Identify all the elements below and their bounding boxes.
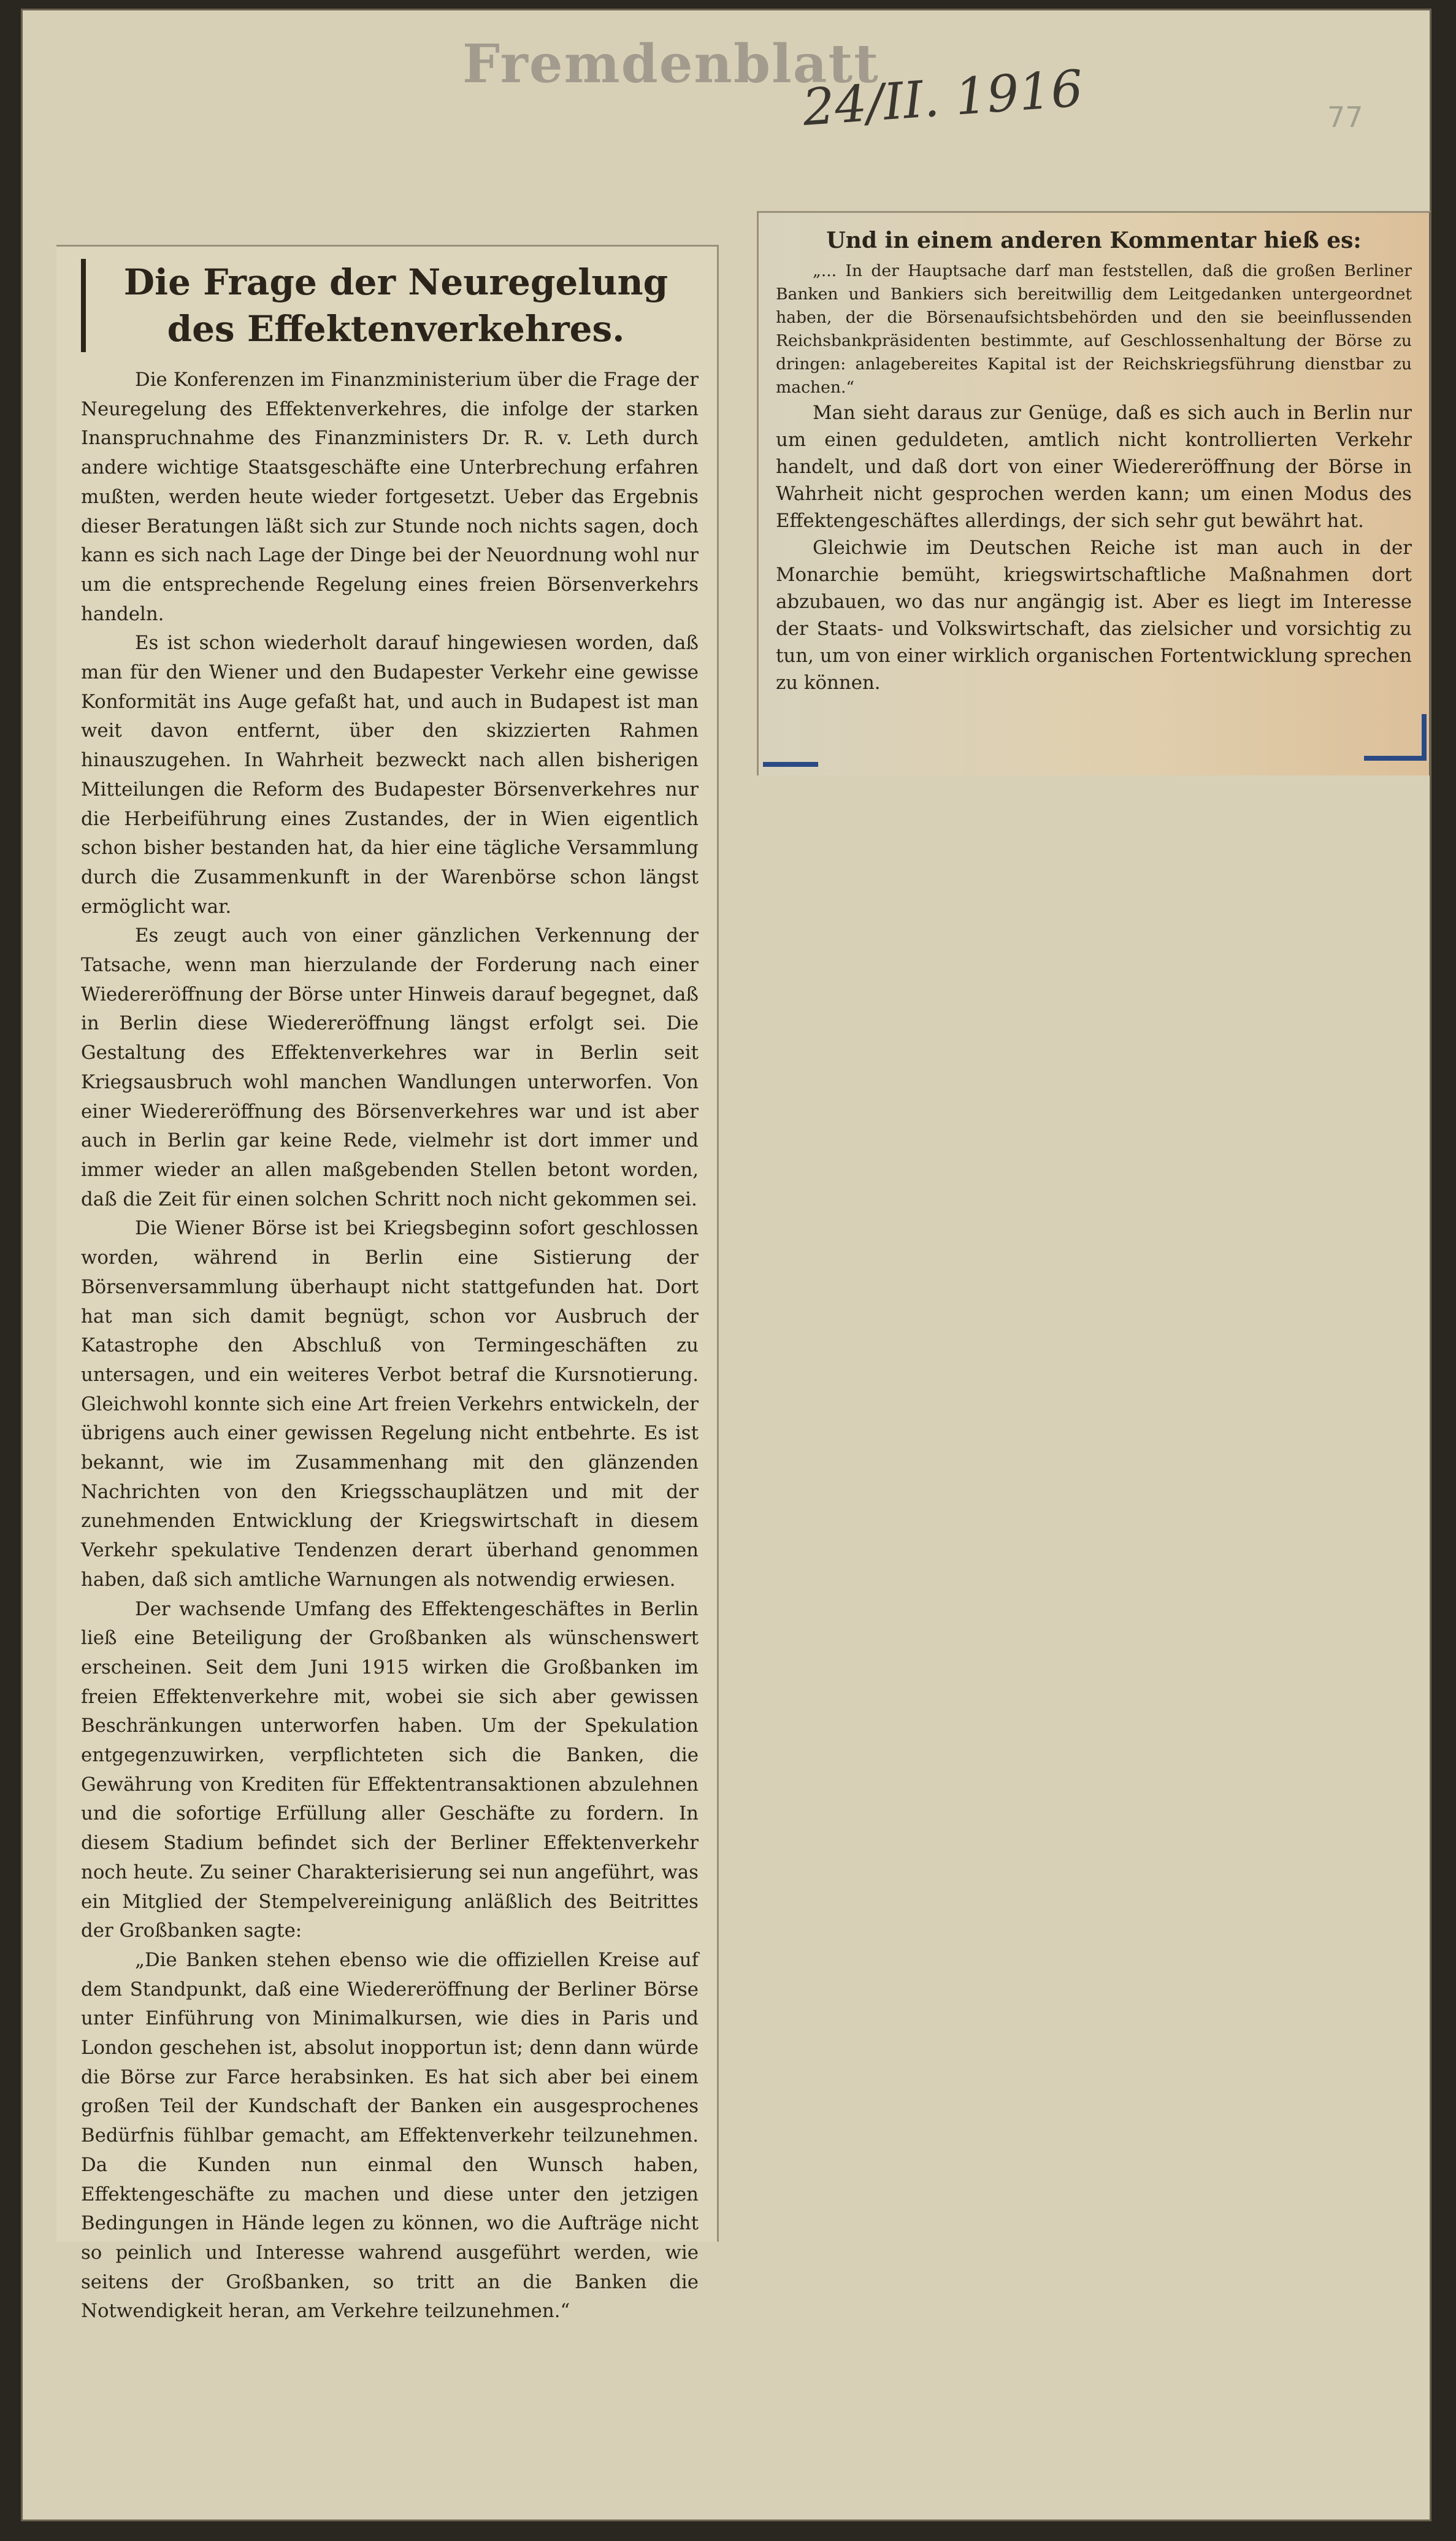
left-clipping — [56, 245, 719, 2323]
article-paragraph: Gleichwie im Deutschen Reiche ist man auch in der Monarchie bemüht, kriegswirtschaftliche Maßnahmen dort abzubauen, wo das nur angängig ist. Aber es liegt im Interesse der Staats- und Volkswirtschaft, das zielsicher und vorsichtig zu tun, um von einer wirklich organischen Fortentwicklung sprechen zu können. — [776, 537, 1412, 694]
commentary-quote: „... In der Hauptsache darf man feststellen, daß die großen Berliner Banken und Bankiers sich bereitwillig dem Leitgedanken untergeordnet haben, der die Börsenaufsichtsbehörden und den sie beeinflussenden Reichsbankpräsidenten bestimmte, auf Geschlossenhaltung der Börse zu dringen: anlagebereites Kapital ist der Reichskriegsführung dienstbar zu machen.“ — [776, 261, 1412, 397]
page-number: 77 — [1327, 101, 1363, 134]
newspaper-name-stamp: Fremdenblatt — [462, 33, 879, 95]
article-quote: „Die Banken stehen ebenso wie die offiziellen Kreise auf dem Standpunkt, daß eine Wiedereröffnung der Berliner Börse unter Einführung von Minimalkursen, wie dies in Paris und London geschehen ist, absolut inopportun ist; denn dann würde die Börse zur Farce herabsinken. Es hat sich aber bei einem großen Teil der Kundschaft der Banken ein ausgesprochenes Bedürfnis fühlbar gemacht, am Effektenverkehr teilzunehmen. Da die Kunden nun einmal den Wunsch haben, Effektengeschäfte zu machen und diese unter den jetzigen Bedingungen in Hände legen zu können, wo die Aufträge nicht so peinlich und Interesse wahrend ausgeführt werden, wie seitens der Großbanken, so tritt an die Banken die Notwendigkeit heran, am Verkehre teilzunehmen.“ — [81, 1948, 699, 2323]
article-paragraph: Der wachsende Umfang des Effektengeschäftes in Berlin ließ eine Beteiligung der Großbanken als wünschenswert erscheinen. Seit dem Juni 1915 wirken die Großbanken im freien Effektenverkehre mit, wobei sie sich aber gewissen Beschränkungen unterworfen haben. Um der Spekulation entgegenzuwirken, verpflichteten sich die Banken, die Gewährung von Krediten für Effektentransaktionen abzulehnen und die sofortige Erfüllung aller Geschäfte zu fordern. In diesem Stadium befindet sich der Berliner Effektenverkehr noch heute. Zu seiner Charakterisierung sei nun angeführt, was ein Mitglied der Stempelvereinigung anläßlich des Beitrittes der Großbanken sagte: — [81, 1597, 699, 1942]
article-paragraph: Die Konferenzen im Finanzministerium über die Frage der Neuregelung des Effektenverkehres, die infolge der starken Inanspruchnahme des Finanzministers Dr. R. v. Leth durch andere wichtige Staatsgeschäfte eine Unterbrechung erfahren mußten, werden heute wieder fortgesetzt. Ueber das Ergebnis dieser Beratungen läßt sich zur Stunde noch nichts sagen, doch kann es sich nach Lage der Dinge bei der Neuordnung wohl nur um die entsprechende Regelung eines freien Börsenverkehrs handeln. — [81, 369, 699, 625]
article-paragraph: Es ist schon wiederholt darauf hingewiesen worden, daß man für den Wiener und den Budapester Verkehr eine gewisse Konformität ins Auge gefaßt hat, und auch in Budapest ist man weit davon entfernt, über den skizzierten Rahmen hinauszugehen. In Wahrheit bezweckt nach allen bisherigen Mitteilungen die Reform des Budapester Börsenverkehres nur die Herbeiführung eines Zustandes, der in Wien eigentlich schon bisher bestanden hat, da hier eine tägliche Versammlung durch die Zusammenkunft in der Warenbörse schon längst ermöglicht war. — [81, 632, 699, 918]
commentary-heading: Und in einem anderen Kommentar hieß es: — [826, 228, 1362, 253]
right-clipping — [757, 211, 1431, 775]
article-paragraph: Es zeugt auch von einer gänzlichen Verkennung der Tatsache, wenn man hierzulande der Forderung nach einer Wiedereröffnung der Börse unter Hinweis darauf begegnet, daß in Berlin diese Wiedereröffnung längst erfolgt sei. Die Gestaltung des Effektenverkehres war in Berlin seit Kriegsausbruch wohl manchen Wandlungen unterworfen. Von einer Wiedereröffnung des Börsenverkehres war und ist aber auch in Berlin gar keine Rede, vielmehr ist dort immer und immer wieder an allen maßgebenden Stellen betont worden, daß die Zeit für einen solchen Schritt noch nicht gekommen sei. — [81, 925, 699, 1210]
archive-sheet — [21, 9, 1431, 2521]
handwritten-date: 24/II. 1916 — [800, 60, 1085, 137]
article-headline: Die Frage der Neuregelung des Effektenverkehres. — [81, 259, 699, 352]
blue-pencil-mark — [1422, 714, 1427, 761]
article-paragraph: Man sieht daraus zur Genüge, daß es sich auch in Berlin nur um einen geduldeten, amtlich nicht kontrollierten Verkehr handelt, und daß dort von einer Wiedereröffnung der Börse in Wahrheit nicht gesprochen werden kann; um einen Modus des Effektengeschäftes allerdings, der sich sehr gut bewährt hat. — [776, 402, 1412, 532]
blue-pencil-mark — [1364, 756, 1425, 761]
blue-pencil-mark — [763, 762, 818, 767]
article-paragraph: Die Wiener Börse ist bei Kriegsbeginn sofort geschlossen worden, während in Berlin eine Sistierung der Börsenversammlung überhaupt nicht stattgefunden hat. Dort hat man sich damit begnügt, schon vor Ausbruch der Katastrophe den Abschluß von Termingeschäften zu untersagen, und ein weiteres Verbot betraf die Kursnotierung. Gleichwohl konnte sich eine Art freien Verkehrs entwickeln, der übrigens auch einer gewissen Regelung nicht entbehrte. Es ist bekannt, wie im Zusammenhang mit den glänzenden Nachrichten von den Kriegsschauplätzen und mit der zunehmenden Entwicklung der Kriegswirtschaft in diesem Verkehr spekulative Tendenzen derart überhand genommen haben, daß sich amtliche Warnungen als notwendig erwiesen. — [81, 1217, 699, 1591]
